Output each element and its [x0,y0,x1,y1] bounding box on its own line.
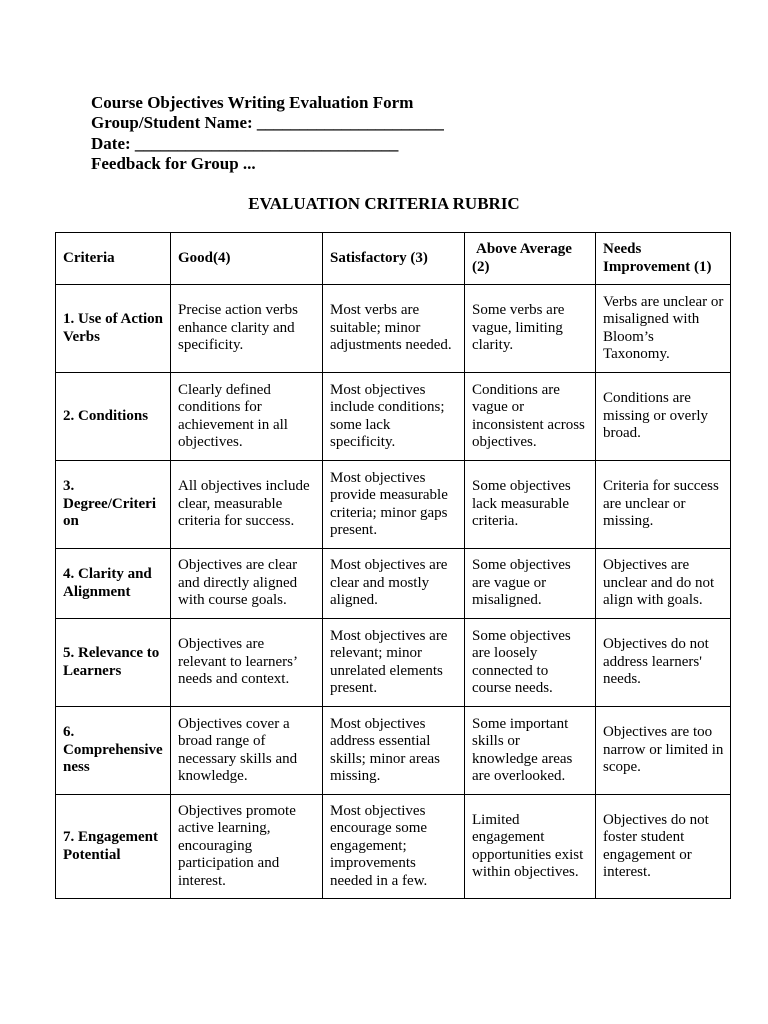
criterion-cell: 6. Comprehensiveness [56,707,171,795]
needs-improvement-cell: Objectives are too narrow or limited in scope. [596,707,731,795]
good-cell: Objectives promote active learning, encouraging participation and interest. [171,795,323,899]
date-line: Date: _______________________________ [91,133,399,153]
criterion-cell: 3. Degree/Criterion [56,461,171,549]
good-cell: Objectives are relevant to learners’ needs and context. [171,619,323,707]
satisfactory-cell: Most objectives encourage some engagement; improvements needed in a few. [323,795,465,899]
criterion-cell: 4. Clarity and Alignment [56,549,171,619]
satisfactory-cell: Most objectives address essential skills; minor areas missing. [323,707,465,795]
above-average-cell: Some objectives are vague or misaligned. [465,549,596,619]
needs-improvement-cell: Criteria for success are unclear or missing. [596,461,731,549]
rubric-header-row [56,233,731,285]
form-title: Course Objectives Writing Evaluation Form [91,93,414,112]
header-cell-above-average: Above Average (2) [465,233,596,285]
rubric-row [56,461,731,549]
header-cell-good: Good(4) [171,233,323,285]
good-cell: Objectives cover a broad range of necessary skills and knowledge. [171,707,323,795]
criterion-cell: 2. Conditions [56,373,171,461]
satisfactory-cell: Most objectives include conditions; some lack specificity. [323,373,465,461]
good-cell: Objectives are clear and directly aligned with course goals. [171,549,323,619]
above-average-cell: Some verbs are vague, limiting clarity. [465,285,596,373]
criterion-cell: 1. Use of Action Verbs [56,285,171,373]
good-cell: Precise action verbs enhance clarity and specificity. [171,285,323,373]
rubric-row [56,707,731,795]
criterion-cell: 7. Engagement Potential [56,795,171,899]
rubric-row [56,373,731,461]
needs-improvement-cell: Conditions are missing or overly broad. [596,373,731,461]
above-average-cell: Some important skills or knowledge areas are overlooked. [465,707,596,795]
needs-improvement-cell: Objectives do not address learners' needs. [596,619,731,707]
criterion-cell: 5. Relevance to Learners [56,619,171,707]
rubric-row [56,285,731,373]
rubric-heading: EVALUATION CRITERIA RUBRIC [248,194,520,213]
header-cell-criteria: Criteria [56,233,171,285]
needs-improvement-cell: Objectives are unclear and do not align with goals. [596,549,731,619]
above-average-cell: Some objectives lack measurable criteria. [465,461,596,549]
rubric-row [56,795,731,899]
good-cell: All objectives include clear, measurable criteria for success. [171,461,323,549]
satisfactory-cell: Most objectives are relevant; minor unrelated elements present. [323,619,465,707]
satisfactory-cell: Most verbs are suitable; minor adjustments needed. [323,285,465,373]
needs-improvement-cell: Verbs are unclear or misaligned with Bloom’s Taxonomy. [596,285,731,373]
satisfactory-cell: Most objectives are clear and mostly aligned. [323,549,465,619]
header-cell-needs-improvement: Needs Improvement (1) [596,233,731,285]
rubric-table [55,232,731,899]
satisfactory-cell: Most objectives provide measurable criteria; minor gaps present. [323,461,465,549]
rubric-row [56,549,731,619]
above-average-cell: Conditions are vague or inconsistent across objectives. [465,373,596,461]
group-student-name-line: Group/Student Name: ______________________ [91,113,444,133]
needs-improvement-cell: Objectives do not foster student engagement or interest. [596,795,731,899]
feedback-line: Feedback for Group ... [91,153,256,173]
rubric-row [56,619,731,707]
good-cell: Clearly defined conditions for achievement in all objectives. [171,373,323,461]
form-header [91,93,444,174]
above-average-cell: Some objectives are loosely connected to course needs. [465,619,596,707]
header-cell-satisfactory: Satisfactory (3) [323,233,465,285]
above-average-cell: Limited engagement opportunities exist within objectives. [465,795,596,899]
